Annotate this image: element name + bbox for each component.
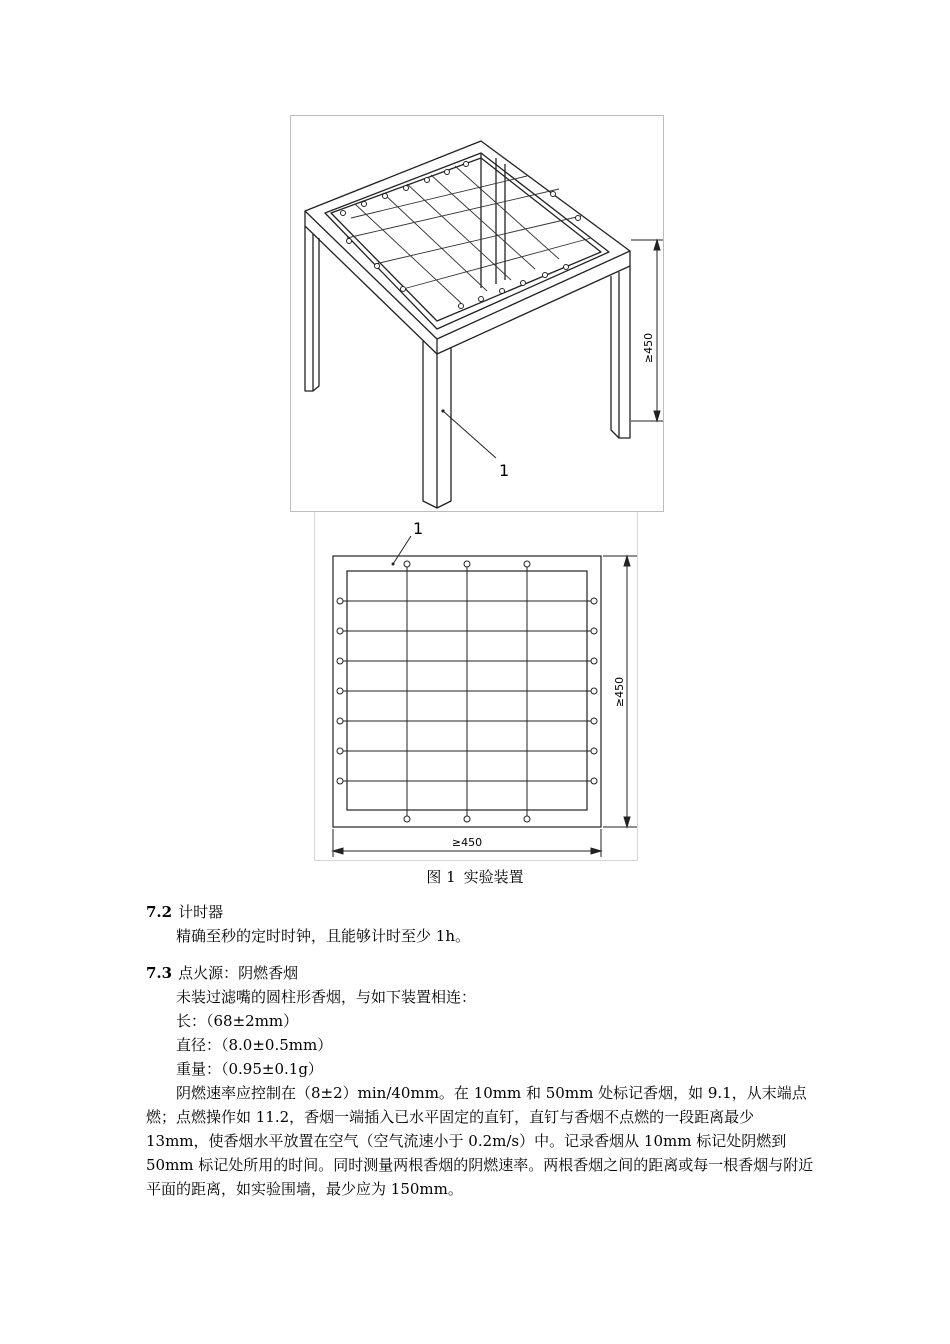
spec-diameter: 直径：（8.0±0.5mm） [176,1036,333,1054]
section-body: 精确至秒的定时时钟，且能够计时至少 1h。 [176,927,470,945]
section-7-3 [146,961,816,1201]
section-7-2 [146,900,816,948]
section-number: 7.2 [146,903,173,921]
plan-callout-label: 1 [413,519,424,538]
iso-callout-label: 1 [499,461,510,480]
isometric-drawing [291,116,663,511]
spec-length: 长：（68±2mm） [176,1012,299,1030]
section-title: 计时器 [178,903,224,921]
section-intro: 未装过滤嘴的圆柱形香烟，与如下装置相连： [176,988,477,1006]
section-heading [146,961,816,985]
figure-isometric-view [290,115,664,512]
plan-dimension-vertical-label: ≥450 [613,676,626,708]
plan-dimension-horizontal-label: ≥450 [451,836,483,849]
figure-caption-number: 图 1 [426,868,456,886]
figure-plan-view [314,512,638,861]
plan-drawing [315,512,637,860]
section-title: 点火源：阴燃香烟 [178,964,299,982]
figure-caption-text: 实验装置 [463,868,524,886]
section-heading [146,900,816,924]
spec-weight: 重量：（0.95±0.1g） [176,1060,323,1078]
iso-dimension-label: ≥450 [642,332,655,364]
section-number: 7.3 [146,964,173,982]
section-paragraph: 阴燃速率应控制在（8±2）min/40mm。在 10mm 和 50mm 处标记香烟，如 9.1，从末端点燃；点燃操作如 11.2，香烟一端插入已水平固定的直钉，直钉与香烟不点燃的一段距离最少 13mm，使香烟水平放置在空气（空气流速小于 0.2m/s）中。记录香烟从 10mm 标记处阴燃到 50mm 标记处所用的时间。同时测量两根香烟的阴燃速率。两根香烟之间的距离或每一根香烟与附近平面的距离，如实验围墙，最少应为 150mm。 [146,1084,814,1198]
figure-caption [0,866,950,887]
